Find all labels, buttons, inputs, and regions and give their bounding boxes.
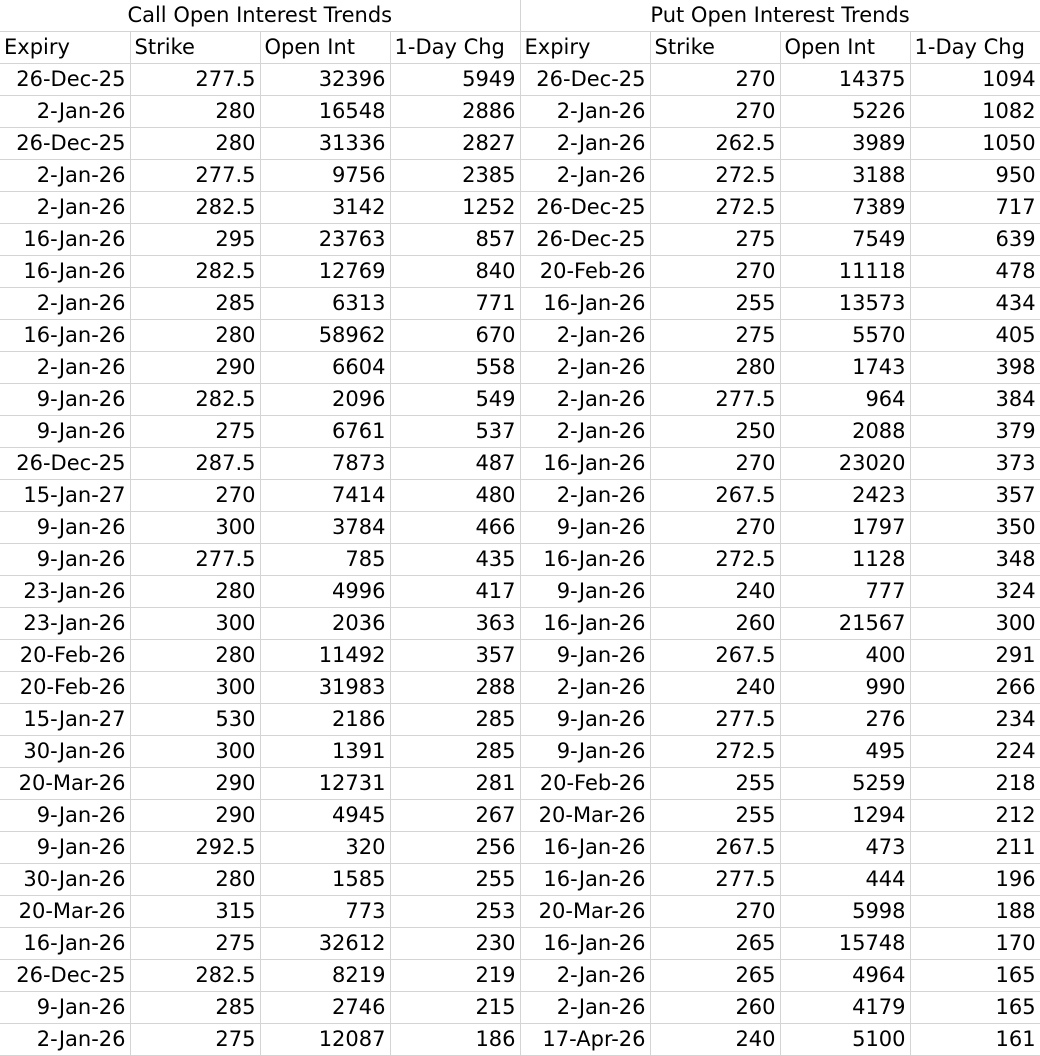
put-day-chg-cell[interactable]: 348 [910, 544, 1040, 576]
call-strike-cell[interactable]: 280 [130, 128, 260, 160]
put-strike-cell[interactable]: 275 [650, 224, 780, 256]
put-day-chg-cell[interactable]: 165 [910, 992, 1040, 1024]
call-expiry-cell[interactable]: 2-Jan-26 [0, 192, 130, 224]
put-open-int-cell[interactable]: 11118 [780, 256, 910, 288]
table-row [0, 640, 1040, 672]
put-strike-cell[interactable]: 277.5 [650, 864, 780, 896]
put-open-int-cell[interactable]: 4964 [780, 960, 910, 992]
call-open-int-cell[interactable]: 1391 [260, 736, 390, 768]
call-open-int-cell[interactable]: 16548 [260, 96, 390, 128]
call-strike-cell[interactable]: 280 [130, 640, 260, 672]
table-row [0, 544, 1040, 576]
call-day-chg-cell[interactable]: 267 [390, 800, 520, 832]
table-row [0, 192, 1040, 224]
table-row [0, 896, 1040, 928]
put-day-chg-header[interactable]: 1-Day Chg [910, 32, 1040, 64]
call-strike-cell[interactable]: 282.5 [130, 256, 260, 288]
call-strike-cell[interactable]: 280 [130, 96, 260, 128]
table-row [0, 960, 1040, 992]
put-strike-cell[interactable]: 240 [650, 576, 780, 608]
call-strike-cell[interactable]: 300 [130, 736, 260, 768]
put-expiry-cell[interactable]: 16-Jan-26 [520, 832, 650, 864]
call-day-chg-cell[interactable]: 5949 [390, 64, 520, 96]
call-open-int-cell[interactable]: 2186 [260, 704, 390, 736]
call-day-chg-cell[interactable]: 281 [390, 768, 520, 800]
put-open-int-cell[interactable]: 1294 [780, 800, 910, 832]
call-expiry-header[interactable]: Expiry [0, 32, 130, 64]
call-open-int-cell[interactable]: 4996 [260, 576, 390, 608]
call-strike-cell[interactable]: 285 [130, 992, 260, 1024]
put-open-int-cell[interactable]: 2088 [780, 416, 910, 448]
put-strike-cell[interactable]: 265 [650, 928, 780, 960]
title-row [0, 0, 1040, 32]
call-open-int-cell[interactable]: 3784 [260, 512, 390, 544]
call-open-int-cell[interactable]: 6313 [260, 288, 390, 320]
call-open-int-cell[interactable]: 12769 [260, 256, 390, 288]
call-expiry-cell[interactable]: 20-Mar-26 [0, 896, 130, 928]
call-strike-cell[interactable]: 290 [130, 352, 260, 384]
call-strike-cell[interactable]: 530 [130, 704, 260, 736]
call-strike-cell[interactable]: 287.5 [130, 448, 260, 480]
call-day-chg-cell[interactable]: 1252 [390, 192, 520, 224]
call-day-chg-cell[interactable]: 288 [390, 672, 520, 704]
call-open-int-cell[interactable]: 12731 [260, 768, 390, 800]
call-strike-cell[interactable]: 285 [130, 288, 260, 320]
call-strike-cell[interactable]: 280 [130, 320, 260, 352]
put-expiry-cell[interactable]: 20-Feb-26 [520, 768, 650, 800]
call-open-int-header[interactable]: Open Int [260, 32, 390, 64]
call-day-chg-cell[interactable]: 857 [390, 224, 520, 256]
put-strike-cell[interactable]: 240 [650, 672, 780, 704]
put-strike-cell[interactable]: 255 [650, 288, 780, 320]
call-expiry-cell[interactable]: 16-Jan-26 [0, 320, 130, 352]
call-expiry-cell[interactable]: 30-Jan-26 [0, 736, 130, 768]
call-expiry-cell[interactable]: 2-Jan-26 [0, 352, 130, 384]
call-expiry-cell[interactable]: 9-Jan-26 [0, 800, 130, 832]
put-strike-cell[interactable]: 272.5 [650, 544, 780, 576]
put-day-chg-cell[interactable]: 324 [910, 576, 1040, 608]
call-open-int-cell[interactable]: 6761 [260, 416, 390, 448]
call-strike-cell[interactable]: 295 [130, 224, 260, 256]
table-row [0, 416, 1040, 448]
call-open-int-cell[interactable]: 1585 [260, 864, 390, 896]
put-strike-cell[interactable]: 280 [650, 352, 780, 384]
put-expiry-cell[interactable]: 26-Dec-25 [520, 64, 650, 96]
table-row [0, 160, 1040, 192]
call-open-int-cell[interactable]: 23763 [260, 224, 390, 256]
put-open-int-cell[interactable]: 990 [780, 672, 910, 704]
call-expiry-cell[interactable]: 20-Feb-26 [0, 672, 130, 704]
call-expiry-cell[interactable]: 9-Jan-26 [0, 544, 130, 576]
put-expiry-cell[interactable]: 2-Jan-26 [520, 672, 650, 704]
put-open-int-cell[interactable]: 7389 [780, 192, 910, 224]
put-day-chg-cell[interactable]: 434 [910, 288, 1040, 320]
put-open-int-cell[interactable]: 4179 [780, 992, 910, 1024]
put-open-int-cell[interactable]: 495 [780, 736, 910, 768]
call-expiry-cell[interactable]: 2-Jan-26 [0, 288, 130, 320]
call-day-chg-cell[interactable]: 417 [390, 576, 520, 608]
put-expiry-cell[interactable]: 26-Dec-25 [520, 224, 650, 256]
call-strike-cell[interactable]: 290 [130, 768, 260, 800]
call-day-chg-cell[interactable]: 256 [390, 832, 520, 864]
call-expiry-cell[interactable]: 2-Jan-26 [0, 96, 130, 128]
call-open-int-cell[interactable]: 785 [260, 544, 390, 576]
put-expiry-cell[interactable]: 17-Apr-26 [520, 1024, 650, 1056]
call-expiry-cell[interactable]: 9-Jan-26 [0, 992, 130, 1024]
call-expiry-cell[interactable]: 26-Dec-25 [0, 960, 130, 992]
put-expiry-cell[interactable]: 16-Jan-26 [520, 288, 650, 320]
call-open-int-cell[interactable]: 773 [260, 896, 390, 928]
put-open-int-cell[interactable]: 21567 [780, 608, 910, 640]
table-row [0, 832, 1040, 864]
call-day-chg-cell[interactable]: 255 [390, 864, 520, 896]
put-day-chg-cell[interactable]: 161 [910, 1024, 1040, 1056]
put-open-int-cell[interactable]: 5570 [780, 320, 910, 352]
table-row [0, 512, 1040, 544]
call-day-chg-cell[interactable]: 186 [390, 1024, 520, 1056]
call-day-chg-cell[interactable]: 480 [390, 480, 520, 512]
put-open-int-cell[interactable]: 5226 [780, 96, 910, 128]
call-day-chg-cell[interactable]: 219 [390, 960, 520, 992]
call-strike-cell[interactable]: 280 [130, 576, 260, 608]
call-day-chg-cell[interactable]: 215 [390, 992, 520, 1024]
put-day-chg-cell[interactable]: 234 [910, 704, 1040, 736]
call-expiry-cell[interactable]: 16-Jan-26 [0, 256, 130, 288]
call-strike-cell[interactable]: 275 [130, 416, 260, 448]
put-day-chg-cell[interactable]: 1094 [910, 64, 1040, 96]
put-open-int-cell[interactable]: 3989 [780, 128, 910, 160]
call-open-int-cell[interactable]: 9756 [260, 160, 390, 192]
put-expiry-cell[interactable]: 2-Jan-26 [520, 416, 650, 448]
put-open-int-cell[interactable]: 5998 [780, 896, 910, 928]
call-open-int-cell[interactable]: 2746 [260, 992, 390, 1024]
put-day-chg-cell[interactable]: 300 [910, 608, 1040, 640]
put-open-int-cell[interactable]: 7549 [780, 224, 910, 256]
put-day-chg-cell[interactable]: 266 [910, 672, 1040, 704]
put-strike-cell[interactable]: 255 [650, 768, 780, 800]
put-expiry-cell[interactable]: 16-Jan-26 [520, 608, 650, 640]
call-open-int-cell[interactable]: 31336 [260, 128, 390, 160]
call-day-chg-cell[interactable]: 771 [390, 288, 520, 320]
call-open-int-cell[interactable]: 6604 [260, 352, 390, 384]
call-open-int-cell[interactable]: 31983 [260, 672, 390, 704]
put-day-chg-cell[interactable]: 405 [910, 320, 1040, 352]
table-row [0, 352, 1040, 384]
call-day-chg-cell[interactable]: 285 [390, 736, 520, 768]
put-open-int-cell[interactable]: 777 [780, 576, 910, 608]
call-day-chg-cell[interactable]: 435 [390, 544, 520, 576]
put-day-chg-cell[interactable]: 384 [910, 384, 1040, 416]
call-strike-cell[interactable]: 282.5 [130, 192, 260, 224]
put-strike-cell[interactable]: 267.5 [650, 640, 780, 672]
call-strike-cell[interactable]: 275 [130, 928, 260, 960]
put-strike-header[interactable]: Strike [650, 32, 780, 64]
call-expiry-cell[interactable]: 9-Jan-26 [0, 384, 130, 416]
put-day-chg-cell[interactable]: 291 [910, 640, 1040, 672]
put-strike-cell[interactable]: 270 [650, 256, 780, 288]
put-expiry-cell[interactable]: 2-Jan-26 [520, 960, 650, 992]
call-open-int-cell[interactable]: 320 [260, 832, 390, 864]
put-expiry-cell[interactable]: 2-Jan-26 [520, 992, 650, 1024]
call-expiry-cell[interactable]: 20-Mar-26 [0, 768, 130, 800]
put-strike-cell[interactable]: 267.5 [650, 832, 780, 864]
header-row [0, 32, 1040, 64]
put-expiry-cell[interactable]: 2-Jan-26 [520, 128, 650, 160]
table-row [0, 448, 1040, 480]
put-day-chg-cell[interactable]: 350 [910, 512, 1040, 544]
call-open-int-cell[interactable]: 7873 [260, 448, 390, 480]
put-strike-cell[interactable]: 277.5 [650, 384, 780, 416]
call-open-int-cell[interactable]: 32396 [260, 64, 390, 96]
call-day-chg-cell[interactable]: 2827 [390, 128, 520, 160]
table-row [0, 992, 1040, 1024]
put-day-chg-cell[interactable]: 170 [910, 928, 1040, 960]
put-open-int-cell[interactable]: 3188 [780, 160, 910, 192]
call-strike-cell[interactable]: 277.5 [130, 64, 260, 96]
call-strike-cell[interactable]: 315 [130, 896, 260, 928]
put-day-chg-cell[interactable]: 196 [910, 864, 1040, 896]
table-row [0, 736, 1040, 768]
put-expiry-cell[interactable]: 16-Jan-26 [520, 448, 650, 480]
put-open-int-cell[interactable]: 276 [780, 704, 910, 736]
call-day-chg-cell[interactable]: 840 [390, 256, 520, 288]
put-strike-cell[interactable]: 267.5 [650, 480, 780, 512]
put-strike-cell[interactable]: 260 [650, 992, 780, 1024]
put-day-chg-cell[interactable]: 639 [910, 224, 1040, 256]
table-row [0, 128, 1040, 160]
put-strike-cell[interactable]: 270 [650, 448, 780, 480]
put-day-chg-cell[interactable]: 212 [910, 800, 1040, 832]
put-expiry-cell[interactable]: 9-Jan-26 [520, 576, 650, 608]
call-day-chg-cell[interactable]: 253 [390, 896, 520, 928]
call-open-int-cell[interactable]: 2036 [260, 608, 390, 640]
table-row [0, 64, 1040, 96]
call-day-chg-cell[interactable]: 537 [390, 416, 520, 448]
call-strike-cell[interactable]: 282.5 [130, 384, 260, 416]
call-open-int-cell[interactable]: 32612 [260, 928, 390, 960]
call-open-int-cell[interactable]: 11492 [260, 640, 390, 672]
table-row [0, 768, 1040, 800]
put-open-int-cell[interactable]: 5259 [780, 768, 910, 800]
call-expiry-cell[interactable]: 23-Jan-26 [0, 608, 130, 640]
put-day-chg-cell[interactable]: 165 [910, 960, 1040, 992]
put-expiry-cell[interactable]: 20-Mar-26 [520, 896, 650, 928]
put-open-int-cell[interactable]: 1128 [780, 544, 910, 576]
call-expiry-cell[interactable]: 16-Jan-26 [0, 224, 130, 256]
put-strike-cell[interactable]: 255 [650, 800, 780, 832]
call-strike-cell[interactable]: 300 [130, 512, 260, 544]
put-expiry-cell[interactable]: 2-Jan-26 [520, 320, 650, 352]
call-day-chg-header[interactable]: 1-Day Chg [390, 32, 520, 64]
put-expiry-cell[interactable]: 20-Feb-26 [520, 256, 650, 288]
call-expiry-cell[interactable]: 15-Jan-27 [0, 480, 130, 512]
put-day-chg-cell[interactable]: 717 [910, 192, 1040, 224]
call-expiry-cell[interactable]: 26-Dec-25 [0, 128, 130, 160]
call-expiry-cell[interactable]: 15-Jan-27 [0, 704, 130, 736]
call-open-int-cell[interactable]: 12087 [260, 1024, 390, 1056]
table-row [0, 96, 1040, 128]
put-strike-cell[interactable]: 272.5 [650, 736, 780, 768]
put-day-chg-cell[interactable]: 1082 [910, 96, 1040, 128]
call-strike-cell[interactable]: 275 [130, 1024, 260, 1056]
put-day-chg-cell[interactable]: 478 [910, 256, 1040, 288]
put-open-int-cell[interactable]: 13573 [780, 288, 910, 320]
put-strike-cell[interactable]: 240 [650, 1024, 780, 1056]
table-row [0, 928, 1040, 960]
call-day-chg-cell[interactable]: 2385 [390, 160, 520, 192]
put-expiry-cell[interactable]: 2-Jan-26 [520, 160, 650, 192]
call-section-title[interactable]: Call Open Interest Trends [0, 0, 520, 32]
put-strike-cell[interactable]: 272.5 [650, 192, 780, 224]
call-expiry-cell[interactable]: 23-Jan-26 [0, 576, 130, 608]
table-row [0, 672, 1040, 704]
put-section-title[interactable]: Put Open Interest Trends [520, 0, 1040, 32]
put-open-int-cell[interactable]: 5100 [780, 1024, 910, 1056]
put-day-chg-cell[interactable]: 224 [910, 736, 1040, 768]
table-row [0, 384, 1040, 416]
put-strike-cell[interactable]: 277.5 [650, 704, 780, 736]
put-day-chg-cell[interactable]: 357 [910, 480, 1040, 512]
put-expiry-cell[interactable]: 2-Jan-26 [520, 96, 650, 128]
put-expiry-cell[interactable]: 2-Jan-26 [520, 480, 650, 512]
call-expiry-cell[interactable]: 2-Jan-26 [0, 160, 130, 192]
put-expiry-cell[interactable]: 9-Jan-26 [520, 512, 650, 544]
put-expiry-cell[interactable]: 9-Jan-26 [520, 640, 650, 672]
put-open-int-cell[interactable]: 400 [780, 640, 910, 672]
put-strike-cell[interactable]: 275 [650, 320, 780, 352]
put-expiry-cell[interactable]: 2-Jan-26 [520, 384, 650, 416]
put-open-int-cell[interactable]: 14375 [780, 64, 910, 96]
call-strike-header[interactable]: Strike [130, 32, 260, 64]
put-open-int-cell[interactable]: 23020 [780, 448, 910, 480]
put-open-int-cell[interactable]: 1797 [780, 512, 910, 544]
call-open-int-cell[interactable]: 2096 [260, 384, 390, 416]
table-row [0, 608, 1040, 640]
put-open-int-cell[interactable]: 964 [780, 384, 910, 416]
call-expiry-cell[interactable]: 9-Jan-26 [0, 416, 130, 448]
call-expiry-cell[interactable]: 2-Jan-26 [0, 1024, 130, 1056]
call-expiry-cell[interactable]: 9-Jan-26 [0, 512, 130, 544]
call-open-int-cell[interactable]: 3142 [260, 192, 390, 224]
put-open-int-header[interactable]: Open Int [780, 32, 910, 64]
put-open-int-cell[interactable]: 444 [780, 864, 910, 896]
call-expiry-cell[interactable]: 26-Dec-25 [0, 64, 130, 96]
call-open-int-cell[interactable]: 4945 [260, 800, 390, 832]
put-day-chg-cell[interactable]: 950 [910, 160, 1040, 192]
call-day-chg-cell[interactable]: 2886 [390, 96, 520, 128]
table-row [0, 480, 1040, 512]
put-strike-cell[interactable]: 260 [650, 608, 780, 640]
put-strike-cell[interactable]: 270 [650, 512, 780, 544]
call-day-chg-cell[interactable]: 670 [390, 320, 520, 352]
call-day-chg-cell[interactable]: 285 [390, 704, 520, 736]
table-row [0, 288, 1040, 320]
call-day-chg-cell[interactable]: 230 [390, 928, 520, 960]
put-strike-cell[interactable]: 270 [650, 64, 780, 96]
table-row [0, 256, 1040, 288]
call-strike-cell[interactable]: 300 [130, 608, 260, 640]
put-day-chg-cell[interactable]: 218 [910, 768, 1040, 800]
call-day-chg-cell[interactable]: 363 [390, 608, 520, 640]
put-strike-cell[interactable]: 250 [650, 416, 780, 448]
call-strike-cell[interactable]: 282.5 [130, 960, 260, 992]
put-day-chg-cell[interactable]: 373 [910, 448, 1040, 480]
call-expiry-cell[interactable]: 16-Jan-26 [0, 928, 130, 960]
put-expiry-cell[interactable]: 20-Mar-26 [520, 800, 650, 832]
call-expiry-cell[interactable]: 30-Jan-26 [0, 864, 130, 896]
call-strike-cell[interactable]: 292.5 [130, 832, 260, 864]
put-open-int-cell[interactable]: 1743 [780, 352, 910, 384]
put-day-chg-cell[interactable]: 211 [910, 832, 1040, 864]
call-expiry-cell[interactable]: 9-Jan-26 [0, 832, 130, 864]
put-expiry-cell[interactable]: 16-Jan-26 [520, 864, 650, 896]
call-day-chg-cell[interactable]: 487 [390, 448, 520, 480]
put-expiry-cell[interactable]: 9-Jan-26 [520, 736, 650, 768]
call-strike-cell[interactable]: 277.5 [130, 160, 260, 192]
put-expiry-cell[interactable]: 16-Jan-26 [520, 544, 650, 576]
call-expiry-cell[interactable]: 26-Dec-25 [0, 448, 130, 480]
put-day-chg-cell[interactable]: 188 [910, 896, 1040, 928]
put-expiry-header[interactable]: Expiry [520, 32, 650, 64]
call-strike-cell[interactable]: 290 [130, 800, 260, 832]
call-day-chg-cell[interactable]: 357 [390, 640, 520, 672]
call-day-chg-cell[interactable]: 466 [390, 512, 520, 544]
table-row [0, 224, 1040, 256]
call-strike-cell[interactable]: 300 [130, 672, 260, 704]
put-day-chg-cell[interactable]: 398 [910, 352, 1040, 384]
call-open-int-cell[interactable]: 7414 [260, 480, 390, 512]
put-open-int-cell[interactable]: 15748 [780, 928, 910, 960]
table-row [0, 864, 1040, 896]
put-expiry-cell[interactable]: 2-Jan-26 [520, 352, 650, 384]
put-day-chg-cell[interactable]: 1050 [910, 128, 1040, 160]
put-open-int-cell[interactable]: 2423 [780, 480, 910, 512]
call-strike-cell[interactable]: 277.5 [130, 544, 260, 576]
call-day-chg-cell[interactable]: 549 [390, 384, 520, 416]
put-strike-cell[interactable]: 265 [650, 960, 780, 992]
call-open-int-cell[interactable]: 58962 [260, 320, 390, 352]
put-strike-cell[interactable]: 272.5 [650, 160, 780, 192]
put-open-int-cell[interactable]: 473 [780, 832, 910, 864]
put-strike-cell[interactable]: 270 [650, 896, 780, 928]
table-row [0, 320, 1040, 352]
put-expiry-cell[interactable]: 26-Dec-25 [520, 192, 650, 224]
put-expiry-cell[interactable]: 9-Jan-26 [520, 704, 650, 736]
call-open-int-cell[interactable]: 8219 [260, 960, 390, 992]
call-strike-cell[interactable]: 280 [130, 864, 260, 896]
put-expiry-cell[interactable]: 16-Jan-26 [520, 928, 650, 960]
call-day-chg-cell[interactable]: 558 [390, 352, 520, 384]
table-row [0, 576, 1040, 608]
put-strike-cell[interactable]: 270 [650, 96, 780, 128]
call-strike-cell[interactable]: 270 [130, 480, 260, 512]
table-row [0, 800, 1040, 832]
put-day-chg-cell[interactable]: 379 [910, 416, 1040, 448]
put-strike-cell[interactable]: 262.5 [650, 128, 780, 160]
table-row [0, 1024, 1040, 1056]
call-expiry-cell[interactable]: 20-Feb-26 [0, 640, 130, 672]
table-row [0, 704, 1040, 736]
